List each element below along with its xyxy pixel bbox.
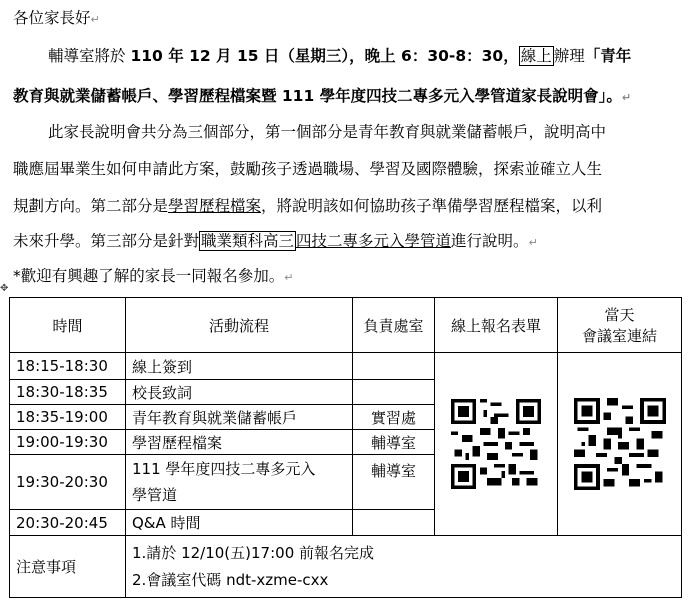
note-item: 2.會議室代碼 ndt-xzme-cxx [132, 570, 329, 589]
row-office [353, 380, 435, 405]
row-flow: 線上簽到 [126, 353, 353, 380]
row-flow: 學習歷程檔案 [126, 430, 353, 455]
row-time: 20:30-20:45 [10, 510, 126, 536]
online-label: 線上 [520, 47, 552, 65]
row-time: 18:35-19:00 [10, 405, 126, 430]
paragraph-1-line-2: 教育與就業儲蓄帳戶、學習歷程檔案暨 111 學年度四技二專多元入學管道家長說明會」。↵ [13, 87, 632, 105]
register-qr-code-icon[interactable] [451, 399, 541, 489]
row-flow: 111 學年度四技二專多元入 學管道 [126, 455, 353, 510]
header-time: 時間 [10, 298, 126, 353]
schedule-table [9, 297, 682, 598]
notes-row [10, 536, 682, 598]
vocational-label: 職業類科高三 [201, 232, 295, 250]
meeting-qr-cell [558, 353, 682, 536]
row-time: 19:00-19:30 [10, 430, 126, 455]
register-qr-cell [435, 353, 558, 536]
greeting: 各位家長好↵ [13, 9, 100, 27]
row-office: 輔導室 [353, 430, 435, 455]
row-office [353, 353, 435, 380]
table-row [10, 353, 682, 380]
row-office [353, 510, 435, 536]
paragraph-1-line-1: 輔導室將於 110 年 12 月 15 日（星期三），晚上 6：30-8：30， 線上 辦理「青年 [48, 47, 632, 65]
paragraph-2-line-1: 此家長說明會共分為三個部分，第一個部分是青年教育與就業儲蓄帳戶，說明高中 [48, 123, 607, 141]
row-time: 19:30-20:30 [10, 455, 126, 510]
meeting-qr-code-icon[interactable] [574, 398, 666, 490]
row-office: 輔導室 [353, 455, 435, 510]
header-register: 線上報名表單 [435, 298, 558, 353]
row-office: 實習處 [353, 405, 435, 430]
event-date: 110 年 12 月 15 日（星期三），晚上 6：30-8：30， [130, 47, 519, 65]
row-flow: Q&A 時間 [126, 510, 353, 536]
header-meeting-link: 當天 會議室連結 [558, 298, 682, 353]
row-time: 18:15-18:30 [10, 353, 126, 380]
notes-label: 注意事項 [10, 536, 126, 598]
header-flow: 活動流程 [126, 298, 353, 353]
notice: *歡迎有興趣了解的家長一同報名參加。↵ [13, 267, 294, 285]
paragraph-2-line-4: 未來升學。第三部分是針對 職業類科高三 四技二專多元入學管道進行說明。↵ [13, 232, 538, 250]
notes-content [126, 536, 682, 598]
paragraph-2-line-2: 職應屆畢業生如何申請此方案，鼓勵孩子透過職場、學習及國際體驗，探索並確立人生 [13, 160, 603, 178]
row-flow: 校長致詞 [126, 380, 353, 405]
row-flow: 青年教育與就業儲蓄帳戶 [126, 405, 353, 430]
table-header-row [10, 298, 682, 353]
row-time: 18:30-18:35 [10, 380, 126, 405]
paragraph-2-line-3: 規劃方向。第二部分是學習歷程檔案，將說明該如何協助孩子準備學習歷程檔案，以利 [13, 197, 603, 215]
header-office: 負責處室 [353, 298, 435, 353]
table-move-handle-icon[interactable]: ✥ [0, 283, 9, 294]
note-item: 1.請於 12/10(五)17:00 前報名完成 [132, 543, 375, 562]
